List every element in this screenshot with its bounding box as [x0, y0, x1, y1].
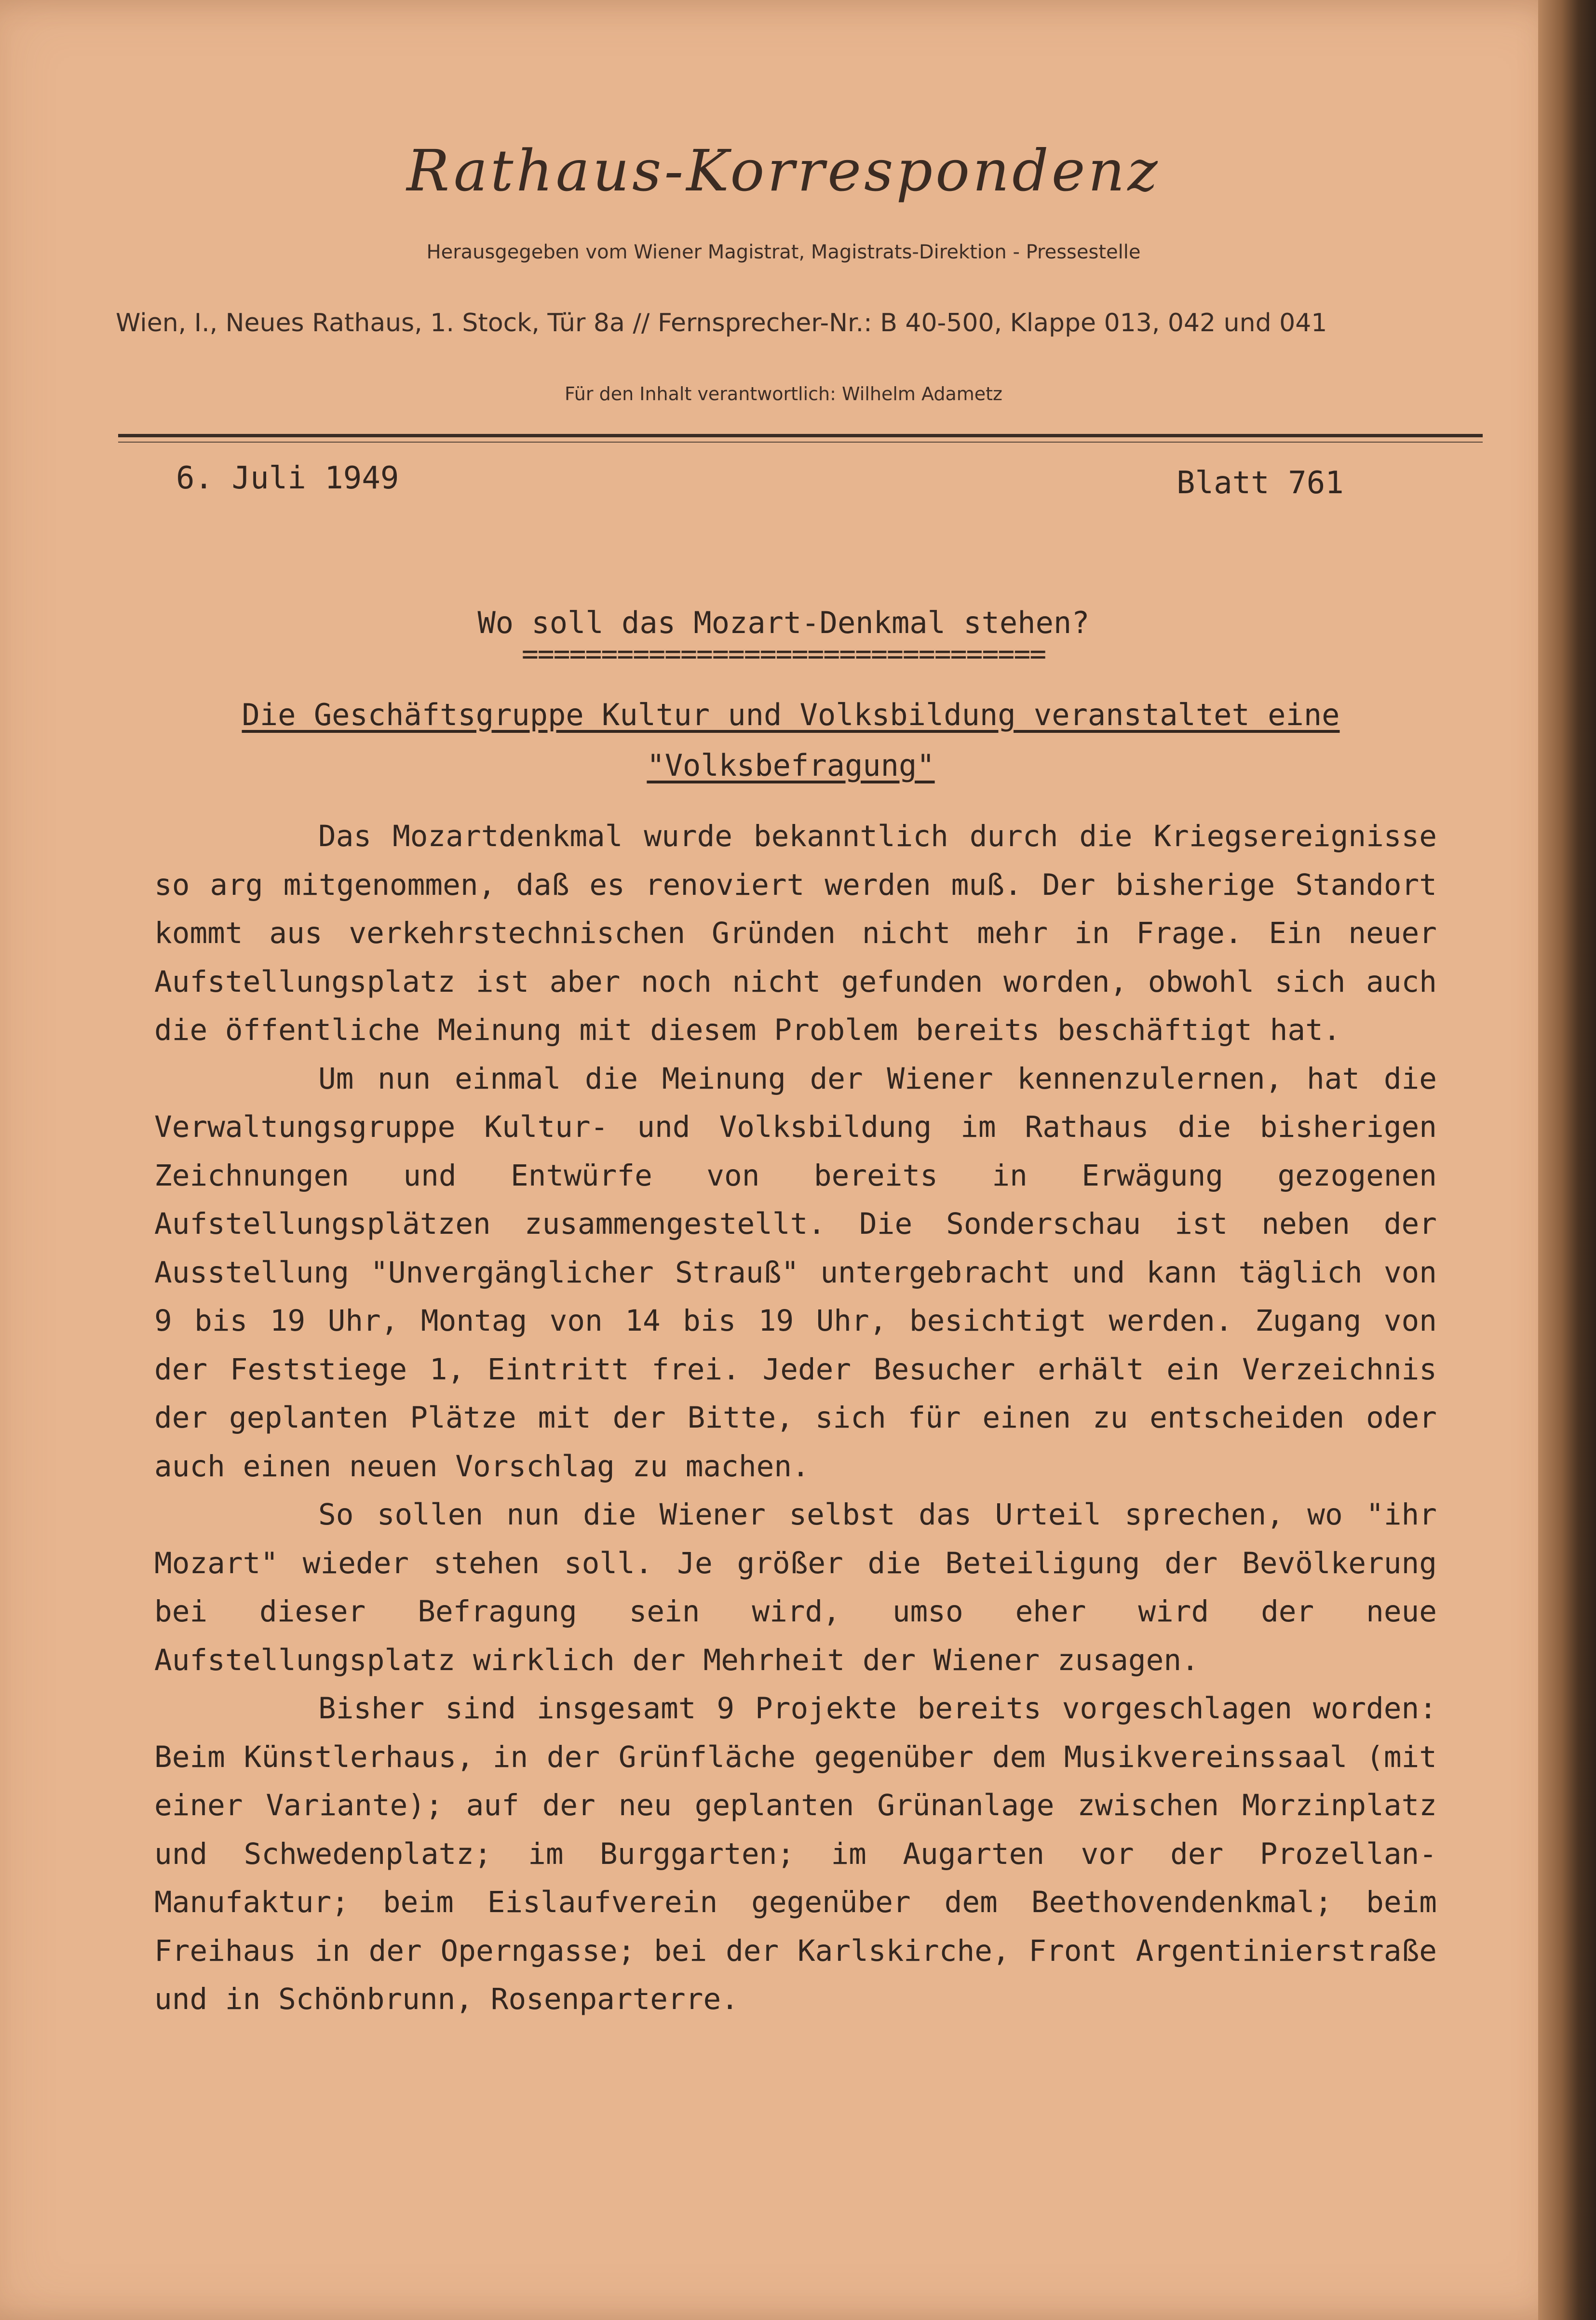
paragraph: Um nun einmal die Meinung der Wiener kennenzulernen, hat die Verwaltungsgruppe Kultur- und Volksbildung im Rathaus die bisherigen Zeichnungen und Entwürfe von bereits in Erwägung gezogenen Aufstellungsplätzen zusammengestellt. Die Sonderschau ist neben der Ausstellung "Unvergänglicher Strauß" untergebracht und kann täglich von 9 bis 19 Uhr, Montag von 14 bis 19 Uhr, besichtigt werden. Zugang von der Feststiege 1, Eintritt frei. Jeder Besucher erhält ein Verzeichnis der geplanten Plätze mit der Bitte, sich für einen zu entscheiden oder auch einen neuen Vorschlag zu machen.: [154, 1061, 1437, 1484]
masthead-divider: [118, 434, 1483, 437]
masthead-publisher: Herausgegeben vom Wiener Magistrat, Magistrats-Direktion - Pressestelle: [426, 241, 1141, 263]
article-subhead: Die Geschäftsgruppe Kultur und Volksbildung veranstaltet eine "Volksbefragung": [242, 697, 1340, 783]
headline-underline: =================================: [521, 637, 1046, 670]
masthead-address: Wien, I., Neues Rathaus, 1. Stock, Tür 8a // Fernsprecher-Nr.: B 40-500, Klappe 013, 042 und 041: [116, 309, 1327, 337]
paragraph: Bisher sind insgesamt 9 Projekte bereits vorgeschlagen worden: Beim Künstlerhaus, in der Grünfläche gegenüber dem Musikvereinssaal (mit einer Variante); auf der neu geplanten Grünanlage zwischen Morzinplatz und Schwedenplatz; im Burggarten; im Augarten vor der Prozellan-Manufaktur; beim Eislaufverein gegenüber dem Beethovendenkmal; beim Freihaus in der Operngasse; bei der Karlskirche, Front Argentinierstraße und in Schönbrunn, Rosenparterre.: [154, 1691, 1437, 2016]
paragraph: So sollen nun die Wiener selbst das Urteil sprechen, wo "ihr Mozart" wieder stehen soll. Je größer die Beteiligung der Bevölkerung bei dieser Befragung sein wird, umso eher wird der neue Aufstellungsplatz wirklich der Mehrheit der Wiener zusagen.: [154, 1497, 1437, 1677]
masthead-divider-thin: [118, 442, 1483, 443]
sheet-number: Blatt 761: [1177, 465, 1344, 501]
paragraph: Das Mozartdenkmal wurde bekanntlich durch die Kriegsereignisse so arg mitgenommen, daß es renoviert werden muß. Der bisherige Standort kommt aus verkehrstechnischen Gründen nicht mehr in Frage. Ein neuer Aufstellungsplatz ist aber noch nicht gefunden worden, obwohl sich auch die öffentliche Meinung mit diesem Problem bereits beschäftigt hat.: [154, 819, 1437, 1047]
binding-edge: [1538, 0, 1596, 2320]
masthead-title: Rathaus-Korrespondenz: [406, 137, 1161, 204]
article-headline: Wo soll das Mozart-Denkmal stehen?: [477, 605, 1090, 640]
masthead-responsible: Für den Inhalt verantwortlich: Wilhelm Adametz: [565, 383, 1002, 405]
article-body: [154, 812, 1437, 2024]
issue-date: 6. Juli 1949: [176, 460, 399, 496]
